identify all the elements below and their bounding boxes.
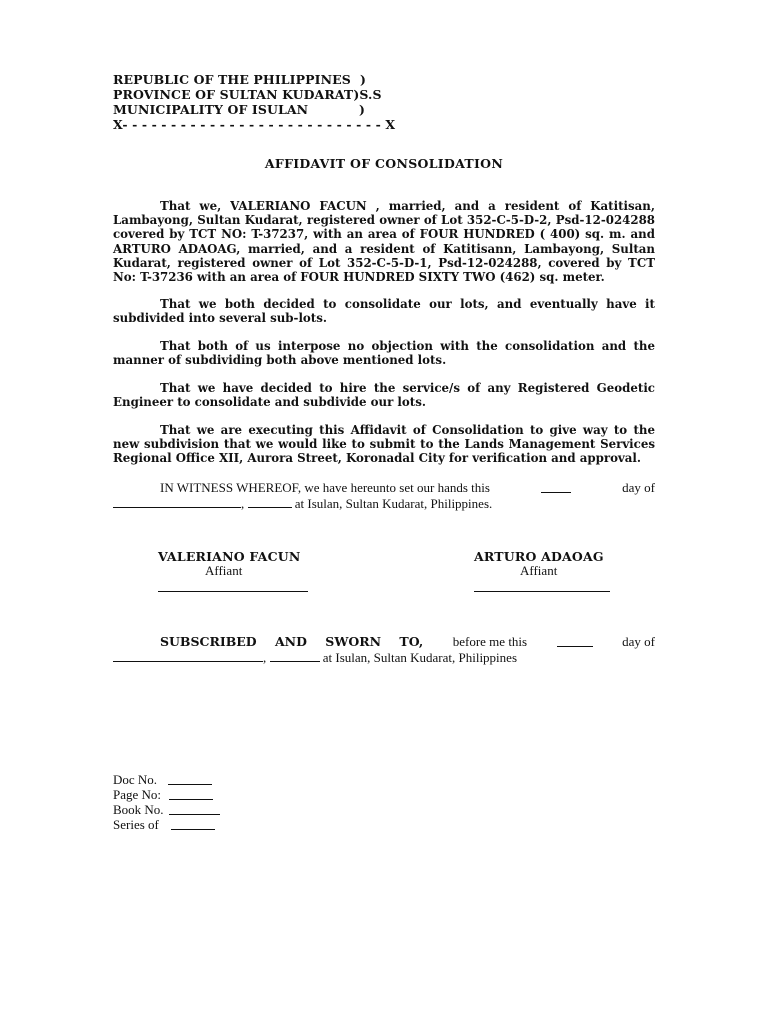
jurat-comma: , xyxy=(263,650,267,665)
signatory-name-2: ARTURO ADAOAG xyxy=(474,549,604,564)
witness-clause xyxy=(113,480,655,511)
caption-republic: REPUBLIC OF THE PHILIPPINES xyxy=(113,72,351,87)
jurat-day-blank[interactable] xyxy=(557,634,593,647)
signatory-role-2: Affiant xyxy=(520,563,558,578)
paragraph-consolidate: That we both decided to consolidate our lots, and eventually have it subdivided into several sub-lots. xyxy=(113,297,655,326)
series-of-blank[interactable] xyxy=(171,829,215,830)
jurat-text-2: day of xyxy=(622,634,655,649)
page-no-blank[interactable] xyxy=(169,799,213,800)
caption-separator: X- - - - - - - - - - - - - - - - - - - - - - - - - - - X xyxy=(113,117,396,132)
signatory-role-1: Affiant xyxy=(205,563,243,578)
witness-comma: , xyxy=(241,496,245,511)
doc-no-label: Doc No. xyxy=(113,772,158,787)
paragraph-executing: That we are executing this Affidavit of Consolidation to give way to the new subdivision that we would like to submit to the Lands Management Services Regional Office XII, Aurora Street, Koronadal City for verification and approval. xyxy=(113,423,655,466)
book-no-label: Book No. xyxy=(113,802,164,817)
notarial-register xyxy=(113,772,164,832)
witness-text-1: IN WITNESS WHEREOF, we have hereunto set our hands this xyxy=(160,480,490,495)
jurat-lead: SUBSCRIBED AND SWORN TO, xyxy=(160,634,424,649)
signature-line-1[interactable] xyxy=(158,591,308,592)
doc-no-blank[interactable] xyxy=(168,784,212,785)
paragraph-owners: That we, VALERIANO FACUN , married, and a resident of Katitisan, Lambayong, Sultan Kudarat, registered owner of Lot 352-C-5-D-2, Psd-12-024288 covered by TCT NO: T-37237, with an area of FOUR HUNDRED ( 400) sq. m. and ARTURO ADAOAG, married, and a resident of Katitisann, Lambayong, Sultan Kudarat, registered owner of Lot 352-C-5-D-1, Psd-12-024288, covered by TCT No: T-37236 with an area of FOUR HUNDRED SIXTY TWO (462) sq. meter. xyxy=(113,199,655,285)
jurat-year-blank[interactable] xyxy=(270,649,320,662)
paragraph-no-objection: That both of us interpose no objection with the consolidation and the manner of subdividing both above mentioned lots. xyxy=(113,339,655,368)
jurat-text-1: before me this xyxy=(452,634,528,649)
signature-line-2[interactable] xyxy=(474,591,610,592)
witness-month-blank[interactable] xyxy=(113,495,241,508)
venue-caption xyxy=(113,72,395,132)
witness-text-3: at Isulan, Sultan Kudarat, Philippines. xyxy=(294,496,493,511)
document-title: AFFIDAVIT OF CONSOLIDATION xyxy=(264,156,504,171)
witness-year-blank[interactable] xyxy=(248,495,292,508)
series-of-label: Series of xyxy=(113,817,159,832)
caption-paren-3: ) xyxy=(359,102,366,117)
jurat-text-3: at Isulan, Sultan Kudarat, Philippines xyxy=(322,650,518,665)
page-no-label: Page No: xyxy=(113,787,162,802)
caption-municipality: MUNICIPALITY OF ISULAN xyxy=(113,102,309,117)
book-no-blank[interactable] xyxy=(169,814,220,815)
witness-text-2: day of xyxy=(622,480,655,495)
paragraph-geodetic-engineer: That we have decided to hire the service/s of any Registered Geodetic Engineer to consolidate and subdivide our lots. xyxy=(113,381,655,410)
signatory-name-1: VALERIANO FACUN xyxy=(158,549,301,564)
jurat-clause xyxy=(113,634,655,665)
caption-province: PROVINCE OF SULTAN KUDARAT)S.S xyxy=(113,87,382,102)
jurat-month-blank[interactable] xyxy=(113,649,263,662)
witness-day-blank[interactable] xyxy=(541,480,571,493)
caption-paren-1: ) xyxy=(360,72,367,87)
